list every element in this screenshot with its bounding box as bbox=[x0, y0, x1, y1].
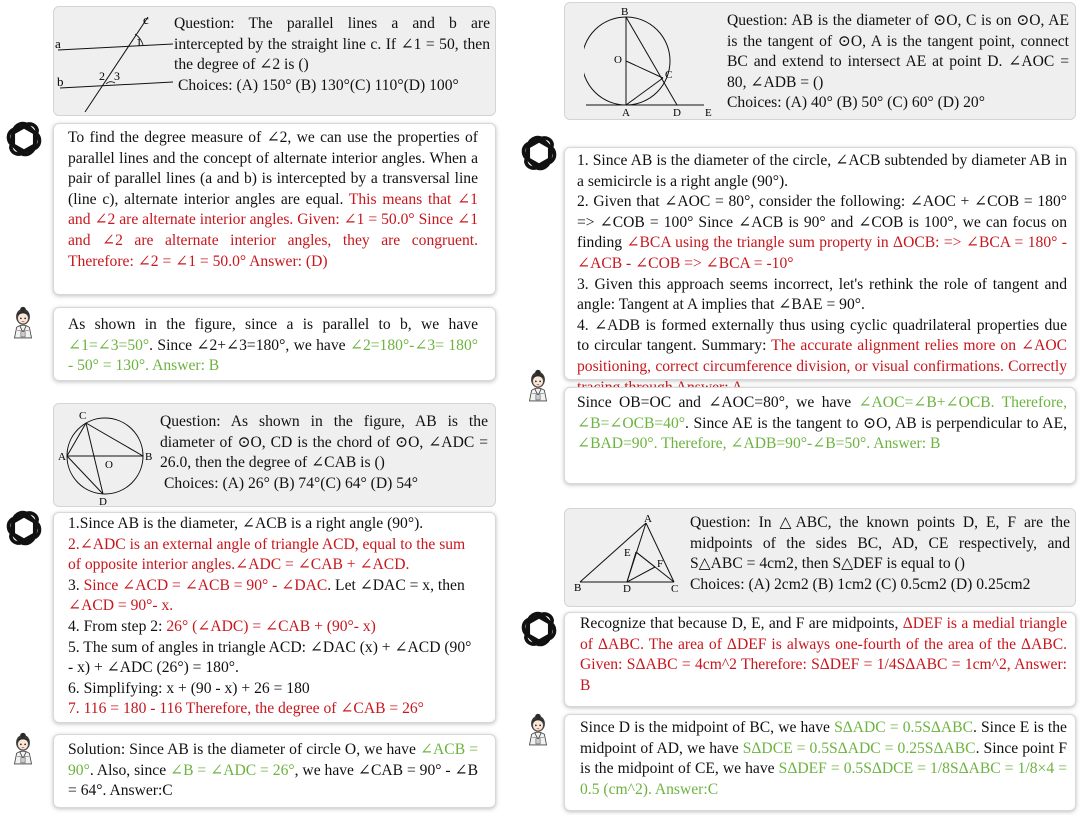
openai-logo-icon bbox=[5, 509, 43, 547]
cartoon-scholar-icon bbox=[7, 305, 39, 339]
label-C: C bbox=[79, 410, 87, 422]
label-C: C bbox=[665, 69, 673, 81]
label-O: O bbox=[614, 54, 622, 66]
label-D: D bbox=[673, 107, 681, 118]
label-B: B bbox=[145, 451, 153, 463]
label-3: 3 bbox=[114, 69, 120, 83]
question-text-3: Question: AB is the diameter of ⊙O, C is on ⊙O, AE is the tangent of ⊙O, A is the tangent point, connect BC and extend to intersect AE at point D. ∠AOC = 80, ∠ADB = () Choices: (A) 40° (B) 50° (C) 60° (D) 20° bbox=[727, 12, 1069, 112]
circle-chord-figure bbox=[55, 406, 155, 506]
label-E: E bbox=[624, 547, 631, 559]
question-text-4: Question: In △ABC, the known points D, E, F are the midpoints of the sides BC, AD, CE respectively, and S△ABC = 4cm2, then S△DEF is equal to () Choices: (A) 2cm2 (B) 1cm2 (C) 0.5cm2 (D) 0.25cm2 bbox=[690, 514, 1070, 593]
model-answer-text-4: Recognize that because D, E, and F are midpoints, ΔDEF is a medial triangle of ΔABC. The area of ΔDEF is always one-fourth of the area of the ΔABC. Given: SΔABC = 4cm^2 Therefore: SΔDEF = 1/4SΔABC = 1cm^2, Answer: B bbox=[580, 615, 1068, 694]
openai-logo-icon bbox=[5, 120, 43, 158]
label-A: A bbox=[644, 513, 652, 525]
label-c: c bbox=[143, 12, 149, 27]
cartoon-scholar-icon bbox=[522, 712, 554, 746]
parallel-lines-figure bbox=[55, 10, 173, 114]
label-D: D bbox=[99, 496, 107, 506]
label-B: B bbox=[621, 6, 629, 18]
label-F: F bbox=[657, 558, 664, 570]
label-B: B bbox=[574, 582, 582, 594]
label-b: b bbox=[57, 74, 64, 89]
cartoon-scholar-icon bbox=[7, 731, 39, 765]
model-answer-text-2: 1.Since AB is the diameter, ∠ACB is a right angle (90°). 2.∠ADC is an external angle of triangle ACD, equal to the sum of opposite interior angles.∠ADC = ∠CAB + ∠ACD. 3. Since ∠ACD = ∠ACB = 90° - ∠DAC. Let ∠DAC = x, then ∠ACD = 90°- x. 4. From step 2: 26° (∠ADC) = ∠CAB + (90°- x) 5. The sum of angles in triangle ACD: ∠DAC (x) + ∠ACD (90° - x) + ∠ADC (26°) = 180°. 6. Simplifying: x + (90 - x) + 26 = 180 7. 116 = 180 - 116 Therefore, the degree of ∠CAB = 26° bbox=[68, 515, 472, 718]
label-1: 1 bbox=[136, 35, 142, 49]
label-A: A bbox=[622, 107, 630, 118]
human-solution-text-1: As shown in the figure, since a is parallel to b, we have ∠1=∠3=50°. Since ∠2+∠3=180°, we have ∠2=180°-∠3= 180° - 50° = 130°. Answer: B bbox=[68, 316, 478, 375]
human-solution-text-4: Since D is the midpoint of BC, we have SΔADC = 0.5SΔABC. Since E is the midpoint of AD, we have SΔDCE = 0.5SΔADC = 0.25SΔABC. Since point F is the midpoint of CE, we have SΔDEF = 0.5SΔDCE = 1/8SΔABC = 1/8×4 = 0.5 (cm^2). Answer:C bbox=[580, 719, 1067, 798]
label-D: D bbox=[623, 583, 631, 594]
human-solution-text-3: Since OB=OC and ∠AOC=80°, we have ∠AOC=∠B+∠OCB. Therefore, ∠B=∠OCB=40°. Since AE is the tangent to ⊙O, AB is perpendicular to AE, ∠BAD=90°. Therefore, ∠ADB=90°-∠B=50°. Answer: B bbox=[577, 394, 1067, 453]
label-A: A bbox=[58, 451, 66, 463]
tangent-circle-figure bbox=[584, 6, 719, 118]
label-O: O bbox=[105, 459, 113, 471]
human-solution-text-2: Solution: Since AB is the diameter of circle O, we have ∠ACB = 90°. Also, since ∠B = ∠ADC = 26°, we have ∠CAB = 90° - ∠B = 64°. Answer:C bbox=[68, 741, 478, 800]
triangle-midpoints-figure bbox=[572, 512, 684, 594]
label-2: 2 bbox=[99, 69, 105, 83]
label-a: a bbox=[55, 36, 61, 51]
question-text-2: Question: As shown in the figure, AB is the diameter of ⊙O, CD is the chord of ⊙O, ∠ADC = 26.0, then the degree of ∠CAB is () Choices: (A) 26° (B) 74°(C) 64° (D) 54° bbox=[160, 413, 488, 492]
cartoon-scholar-icon bbox=[522, 368, 554, 402]
label-C: C bbox=[671, 583, 679, 594]
model-answer-text-1: To find the degree measure of ∠2, we can use the properties of parallel lines and the concept of alternate interior angles. When a pair of parallel lines (a and b) is intercepted by a transversal line (line c), alternate interior angles are equal. This means that ∠1 and ∠2 are alternate interior angles. Given: ∠1 = 50.0° Since ∠1 and ∠2 are alternate interior angles, they are congruent. Therefore: ∠2 = ∠1 = 50.0° Answer: (D) bbox=[68, 129, 478, 270]
question-text-1: Question: The parallel lines a and b are intercepted by the straight line c. If ∠1 = 50, then the degree of ∠2 is () Choices: (A) 150° (B) 130°(C) 110°(D) 100° bbox=[174, 15, 490, 94]
openai-logo-icon bbox=[520, 134, 558, 172]
model-answer-text-3: 1. Since AB is the diameter of the circle, ∠ACB subtended by diameter AB in a semicircle is a right angle (90°). 2. Given that ∠AOC = 80°, consider the following: ∠AOC + ∠COB = 180° => ∠COB = 100° Since ∠ACB is 90° and ∠COB is 100°, we can focus on finding ∠BCA using the triangle sum property in ΔOCB: => ∠BCA = 180° - ∠ACB - ∠COB => ∠BCA = -10° 3. Given this approach seems incorrect, let's rethink the role of tangent and angle: Tangent at A implies that ∠BAE = 90°. 4. ∠ADB is formed externally thus using cyclic quadrilateral properties due to circular tangent. Summary: The accurate alignment relies more on ∠AOC positioning, correct circumference division, or visual confirmations. Correctly bbox=[577, 152, 1067, 375]
label-E: E bbox=[705, 107, 712, 118]
openai-logo-icon bbox=[520, 610, 558, 648]
